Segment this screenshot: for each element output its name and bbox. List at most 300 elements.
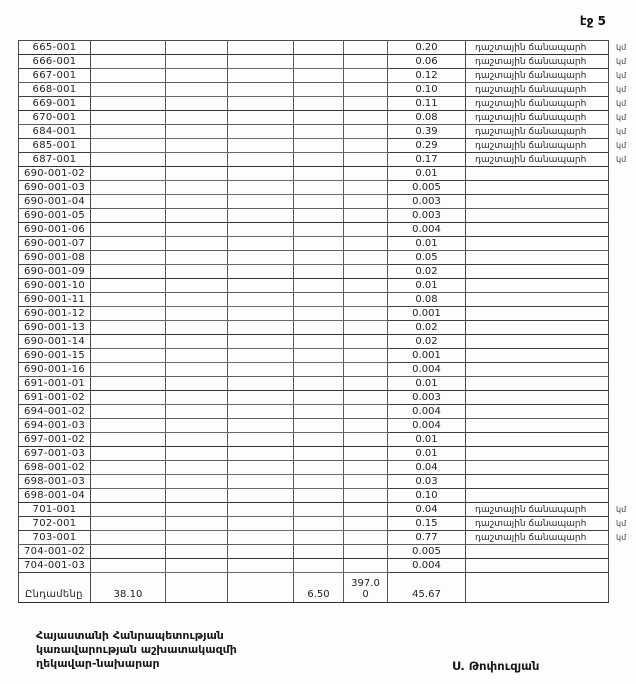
row-description [466, 559, 609, 573]
row-value: 0.004 [388, 363, 466, 377]
row-col6 [344, 139, 388, 153]
row-col3 [166, 153, 228, 167]
row-code: 690-001-03 [19, 181, 91, 195]
row-code: 690-001-12 [19, 307, 91, 321]
table-row [19, 503, 636, 517]
row-description [466, 489, 609, 503]
row-description [466, 321, 609, 335]
total-col7-value: 45.67 [388, 573, 466, 603]
total-label: Ընդամենը [19, 573, 91, 603]
row-col2 [91, 433, 166, 447]
row-col6 [344, 265, 388, 279]
row-value: 0.005 [388, 181, 466, 195]
row-code: 668-001 [19, 83, 91, 97]
row-unit [609, 237, 636, 251]
row-value: 0.01 [388, 377, 466, 391]
footer-line-2: կառավարության աշխատակազմի [36, 643, 237, 656]
row-col5 [294, 349, 344, 363]
row-col3 [166, 167, 228, 181]
row-col6 [344, 349, 388, 363]
table-row [19, 419, 636, 433]
row-col6 [344, 181, 388, 195]
row-unit: կմ [616, 127, 627, 136]
row-code: 667-001 [19, 69, 91, 83]
row-value: 0.003 [388, 209, 466, 223]
row-value: 0.11 [388, 97, 466, 111]
row-value: 0.15 [388, 517, 466, 531]
row-description [466, 293, 609, 307]
row-col2 [91, 69, 166, 83]
row-description: դաշտային ճանապարհ [466, 83, 609, 97]
row-code: 669-001 [19, 97, 91, 111]
row-col2 [91, 475, 166, 489]
table-row [19, 447, 636, 461]
row-code: 690-001-16 [19, 363, 91, 377]
table-row [19, 461, 636, 475]
row-value: 0.005 [388, 545, 466, 559]
row-col4 [228, 531, 294, 545]
row-col4 [228, 293, 294, 307]
row-description [466, 265, 609, 279]
table-row [19, 335, 636, 349]
row-unit [609, 447, 636, 461]
row-col6 [344, 125, 388, 139]
row-value: 0.10 [388, 489, 466, 503]
row-unit [609, 349, 636, 363]
row-col2 [91, 83, 166, 97]
row-description [466, 307, 609, 321]
row-col3 [166, 517, 228, 531]
row-value: 0.02 [388, 335, 466, 349]
row-col5 [294, 125, 344, 139]
row-col5 [294, 307, 344, 321]
row-code: 690-001-13 [19, 321, 91, 335]
row-col4 [228, 279, 294, 293]
row-description: դաշտային ճանապարհ [466, 503, 609, 517]
row-col4 [228, 461, 294, 475]
row-col6 [344, 153, 388, 167]
row-unit: կմ [616, 533, 627, 542]
row-value: 0.004 [388, 405, 466, 419]
row-col5 [294, 181, 344, 195]
row-col3 [166, 475, 228, 489]
row-unit [609, 545, 636, 559]
row-unit [609, 209, 636, 223]
table-row [19, 349, 636, 363]
row-col3 [166, 209, 228, 223]
row-unit [609, 265, 636, 279]
row-col4 [228, 237, 294, 251]
row-col4 [228, 265, 294, 279]
row-code: 703-001 [19, 531, 91, 545]
row-col5 [294, 461, 344, 475]
row-unit [609, 293, 636, 307]
row-col3 [166, 391, 228, 405]
row-col2 [91, 503, 166, 517]
table-row [19, 69, 636, 83]
row-value: 0.39 [388, 125, 466, 139]
table-row [19, 307, 636, 321]
row-col5 [294, 363, 344, 377]
row-value: 0.01 [388, 167, 466, 181]
row-col5 [294, 293, 344, 307]
row-col2 [91, 223, 166, 237]
row-col3 [166, 335, 228, 349]
row-unit [609, 195, 636, 209]
row-code: 684-001 [19, 125, 91, 139]
row-value: 0.03 [388, 475, 466, 489]
row-col5 [294, 55, 344, 69]
row-col6 [344, 419, 388, 433]
footer-line-1: Հայաստանի Հանրապետության [36, 629, 224, 642]
row-col2 [91, 419, 166, 433]
row-value: 0.003 [388, 391, 466, 405]
row-col2 [91, 167, 166, 181]
data-table [18, 40, 636, 603]
row-code: 690-001-06 [19, 223, 91, 237]
row-col3 [166, 363, 228, 377]
row-code: 685-001 [19, 139, 91, 153]
row-unit: կմ [616, 99, 627, 108]
row-description [466, 237, 609, 251]
table-row [19, 377, 636, 391]
row-description [466, 419, 609, 433]
row-col3 [166, 69, 228, 83]
table-row [19, 251, 636, 265]
row-col5 [294, 517, 344, 531]
row-value: 0.20 [388, 41, 466, 55]
row-col5 [294, 251, 344, 265]
footer-line-3: ղեկավար-նախարար [36, 657, 160, 670]
row-unit: կմ [616, 519, 627, 528]
row-description [466, 447, 609, 461]
table-row [19, 223, 636, 237]
row-unit: կմ [616, 57, 627, 66]
table-row [19, 405, 636, 419]
row-col4 [228, 223, 294, 237]
table-row [19, 293, 636, 307]
row-col4 [228, 251, 294, 265]
row-value: 0.02 [388, 265, 466, 279]
row-description [466, 377, 609, 391]
total-col6-value [344, 573, 388, 603]
table-row [19, 279, 636, 293]
row-col4 [228, 475, 294, 489]
row-col6 [344, 97, 388, 111]
row-col5 [294, 391, 344, 405]
table-row [19, 41, 636, 55]
row-col5 [294, 433, 344, 447]
row-col4 [228, 125, 294, 139]
row-description [466, 223, 609, 237]
row-col5 [294, 419, 344, 433]
row-col6 [344, 559, 388, 573]
row-col2 [91, 125, 166, 139]
row-description [466, 349, 609, 363]
row-col5 [294, 475, 344, 489]
row-unit: կմ [616, 113, 627, 122]
row-code: 704-001-03 [19, 559, 91, 573]
row-col5 [294, 41, 344, 55]
row-col5 [294, 321, 344, 335]
page-number: էջ 5 [579, 14, 606, 28]
row-col4 [228, 307, 294, 321]
row-col3 [166, 531, 228, 545]
row-col4 [228, 335, 294, 349]
row-unit: կմ [616, 505, 627, 514]
row-code: 665-001 [19, 41, 91, 55]
row-unit [609, 559, 636, 573]
row-col4 [228, 559, 294, 573]
row-col2 [91, 447, 166, 461]
row-col3 [166, 419, 228, 433]
row-col4 [228, 55, 294, 69]
row-col2 [91, 349, 166, 363]
row-col3 [166, 503, 228, 517]
table-row [19, 489, 636, 503]
row-unit [609, 167, 636, 181]
row-col2 [91, 55, 166, 69]
row-col3 [166, 83, 228, 97]
row-col4 [228, 181, 294, 195]
row-description: դաշտային ճանապարհ [466, 531, 609, 545]
row-description [466, 195, 609, 209]
row-col6 [344, 377, 388, 391]
row-col2 [91, 195, 166, 209]
row-col6 [344, 489, 388, 503]
row-unit [609, 433, 636, 447]
row-col6 [344, 293, 388, 307]
table-row [19, 545, 636, 559]
row-col4 [228, 363, 294, 377]
row-col5 [294, 209, 344, 223]
row-col6 [344, 531, 388, 545]
row-col3 [166, 377, 228, 391]
row-value: 0.001 [388, 307, 466, 321]
row-code: 670-001 [19, 111, 91, 125]
row-col4 [228, 419, 294, 433]
row-col6 [344, 111, 388, 125]
row-col6 [344, 167, 388, 181]
row-col3 [166, 461, 228, 475]
row-col5 [294, 111, 344, 125]
row-description [466, 475, 609, 489]
row-col3 [166, 251, 228, 265]
row-description [466, 279, 609, 293]
row-description [466, 433, 609, 447]
table-row [19, 83, 636, 97]
row-col6 [344, 433, 388, 447]
row-col3 [166, 139, 228, 153]
row-col3 [166, 237, 228, 251]
row-unit: կմ [616, 155, 627, 164]
row-code: 694-001-03 [19, 419, 91, 433]
row-col6 [344, 237, 388, 251]
row-unit: կմ [616, 71, 627, 80]
row-unit: կմ [616, 85, 627, 94]
row-col2 [91, 321, 166, 335]
row-code: 702-001 [19, 517, 91, 531]
row-col6 [344, 405, 388, 419]
row-code: 698-001-03 [19, 475, 91, 489]
row-code: 690-001-15 [19, 349, 91, 363]
total-desc-empty [466, 573, 609, 603]
row-value: 0.004 [388, 419, 466, 433]
row-code: 690-001-09 [19, 265, 91, 279]
total-row [19, 573, 636, 603]
row-col4 [228, 83, 294, 97]
row-unit: կմ [616, 43, 627, 52]
table-row [19, 321, 636, 335]
row-col4 [228, 349, 294, 363]
row-description: դաշտային ճանապարհ [466, 153, 609, 167]
row-col3 [166, 489, 228, 503]
row-code: 697-001-03 [19, 447, 91, 461]
row-col3 [166, 293, 228, 307]
row-col5 [294, 531, 344, 545]
row-unit [609, 405, 636, 419]
signature: Ս. Թոփուզյան [452, 659, 540, 673]
table-row [19, 237, 636, 251]
row-unit: կմ [616, 141, 627, 150]
table-row [19, 195, 636, 209]
row-col2 [91, 97, 166, 111]
row-col3 [166, 447, 228, 461]
row-col2 [91, 517, 166, 531]
row-col5 [294, 139, 344, 153]
row-col4 [228, 503, 294, 517]
row-value: 0.003 [388, 195, 466, 209]
row-col4 [228, 321, 294, 335]
row-value: 0.01 [388, 433, 466, 447]
row-col4 [228, 69, 294, 83]
table-row [19, 559, 636, 573]
row-description [466, 251, 609, 265]
table-row [19, 181, 636, 195]
row-description: դաշտային ճանապարհ [466, 517, 609, 531]
row-value: 0.06 [388, 55, 466, 69]
row-description [466, 181, 609, 195]
row-col6 [344, 335, 388, 349]
row-col4 [228, 139, 294, 153]
total-col2-value: 38.10 [91, 573, 166, 603]
row-value: 0.001 [388, 349, 466, 363]
row-col4 [228, 97, 294, 111]
table-row [19, 433, 636, 447]
row-col5 [294, 83, 344, 97]
row-col3 [166, 195, 228, 209]
row-value: 0.004 [388, 223, 466, 237]
total-col6-line1: 397.0 [351, 578, 380, 589]
row-unit [609, 419, 636, 433]
row-value: 0.08 [388, 111, 466, 125]
row-col3 [166, 181, 228, 195]
row-col5 [294, 195, 344, 209]
row-description [466, 209, 609, 223]
row-col3 [166, 111, 228, 125]
row-col2 [91, 405, 166, 419]
row-col5 [294, 447, 344, 461]
row-col2 [91, 489, 166, 503]
row-col2 [91, 335, 166, 349]
row-col3 [166, 279, 228, 293]
row-unit [609, 181, 636, 195]
row-unit [609, 251, 636, 265]
row-unit [609, 335, 636, 349]
table-footer [19, 573, 636, 603]
table-row [19, 153, 636, 167]
row-code: 694-001-02 [19, 405, 91, 419]
row-col5 [294, 97, 344, 111]
row-col3 [166, 223, 228, 237]
row-col6 [344, 503, 388, 517]
row-col4 [228, 489, 294, 503]
table-row [19, 391, 636, 405]
row-col6 [344, 69, 388, 83]
row-col3 [166, 41, 228, 55]
row-col5 [294, 279, 344, 293]
row-col2 [91, 153, 166, 167]
row-col4 [228, 545, 294, 559]
row-col4 [228, 41, 294, 55]
row-col6 [344, 41, 388, 55]
row-code: 704-001-02 [19, 545, 91, 559]
row-col6 [344, 209, 388, 223]
row-code: 666-001 [19, 55, 91, 69]
row-code: 690-001-10 [19, 279, 91, 293]
row-code: 698-001-04 [19, 489, 91, 503]
row-col3 [166, 125, 228, 139]
total-col4-empty [228, 573, 294, 603]
row-code: 691-001-01 [19, 377, 91, 391]
row-col6 [344, 223, 388, 237]
row-description: դաշտային ճանապարհ [466, 97, 609, 111]
row-col4 [228, 195, 294, 209]
row-col3 [166, 55, 228, 69]
row-col5 [294, 489, 344, 503]
row-col6 [344, 307, 388, 321]
total-col3-empty [166, 573, 228, 603]
row-col5 [294, 223, 344, 237]
row-col3 [166, 265, 228, 279]
row-description [466, 391, 609, 405]
row-value: 0.04 [388, 461, 466, 475]
row-value: 0.77 [388, 531, 466, 545]
row-col5 [294, 559, 344, 573]
row-value: 0.29 [388, 139, 466, 153]
row-col4 [228, 433, 294, 447]
row-col2 [91, 279, 166, 293]
row-col2 [91, 377, 166, 391]
row-col4 [228, 209, 294, 223]
row-value: 0.004 [388, 559, 466, 573]
row-col6 [344, 363, 388, 377]
row-col6 [344, 391, 388, 405]
total-col5-value: 6.50 [294, 573, 344, 603]
row-col6 [344, 517, 388, 531]
row-col6 [344, 461, 388, 475]
row-col5 [294, 69, 344, 83]
table-row [19, 55, 636, 69]
row-col2 [91, 545, 166, 559]
row-col6 [344, 55, 388, 69]
row-code: 690-001-04 [19, 195, 91, 209]
row-code: 697-001-02 [19, 433, 91, 447]
row-code: 691-001-02 [19, 391, 91, 405]
row-description [466, 167, 609, 181]
row-code: 690-001-02 [19, 167, 91, 181]
row-col2 [91, 209, 166, 223]
